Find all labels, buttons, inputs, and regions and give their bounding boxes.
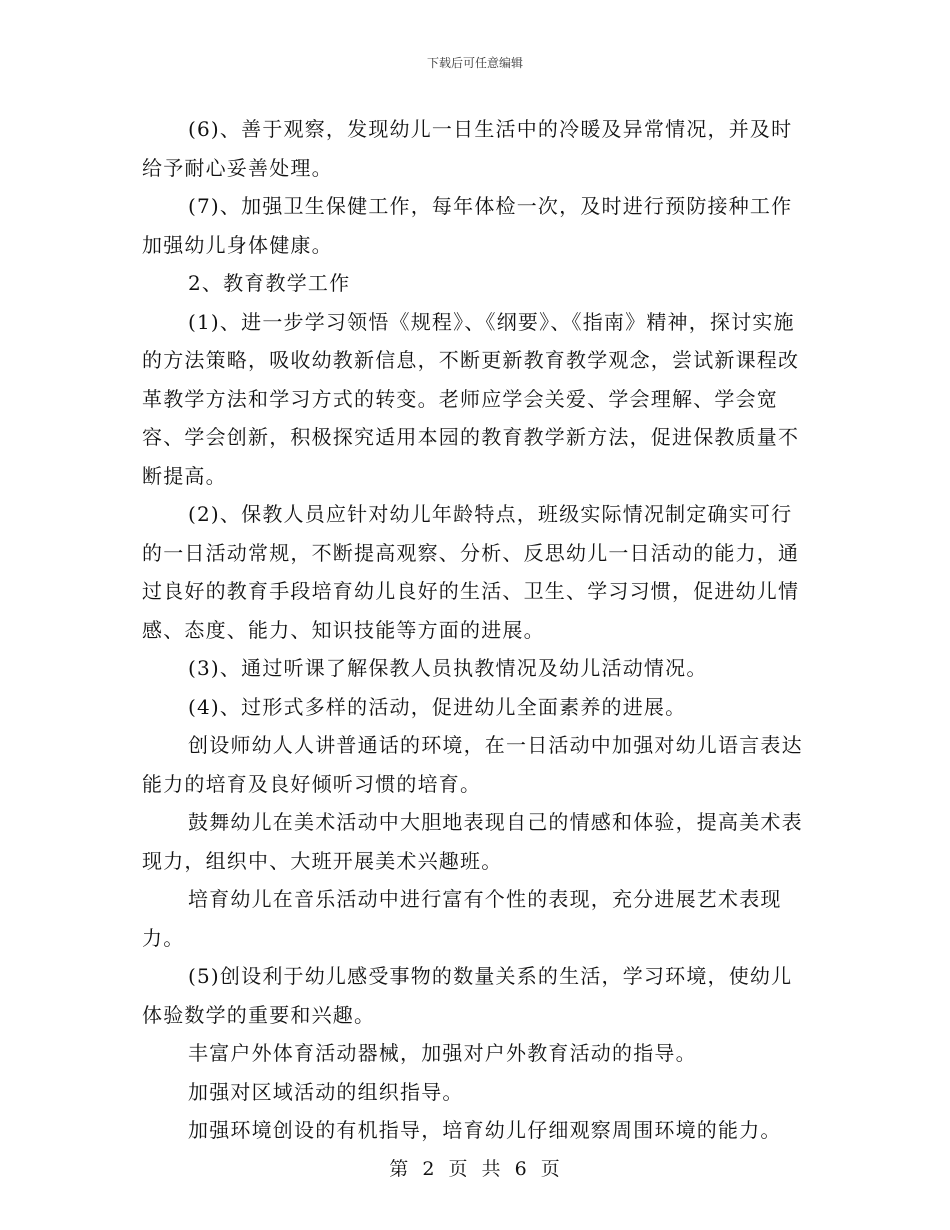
footer-di: 第: [389, 1158, 410, 1180]
document-body: [142, 110, 810, 1150]
paragraph: (1)、进一步学习领悟《规程》、《纲要》、《指南》精神，探讨实施的方法策略，吸收幼教新信息，不断更新教育教学观念，尝试新课程改革教学方法和学习方式的转变。老师应学会关爱、学会理解、学会宽容、学会创新，积极探究适用本园的教育教学新方法，促进保教质量不断提高。: [142, 309, 800, 488]
paragraph: (3)、通过听课了解保教人员执教情况及幼儿活动情况。: [188, 656, 708, 680]
footer-current-page: 2: [422, 1158, 436, 1180]
footer-gong: 共: [481, 1158, 502, 1180]
section-heading: 2、教育教学工作: [188, 271, 351, 295]
paragraph: 培育幼儿在音乐活动中进行富有个性的表现，充分进展艺术表现力。: [142, 887, 782, 950]
paragraph: (6)、善于观察，发现幼儿一日生活中的冷暖及异常情况，并及时给予耐心妥善处理。: [142, 117, 793, 180]
paragraph: (5)创设利于幼儿感受事物的数量关系的生活，学习环境，使幼儿体验数学的重要和兴趣。: [142, 964, 793, 1027]
paragraph: 鼓舞幼儿在美术活动中大胆地表现自己的情感和体验，提高美术表现力，组织中、大班开展美术兴趣班。: [142, 810, 803, 873]
footer-ye: 页: [448, 1158, 469, 1180]
paragraph: 加强对区域活动的组织指导。: [188, 1079, 464, 1104]
footer-total-pages: 6: [514, 1158, 528, 1180]
header-note: 下载后可任意编辑: [426, 56, 523, 70]
paragraph: (4)、过形式多样的活动，促进幼儿全面素养的进展。: [188, 694, 687, 719]
paragraph: (2)、保教人员应针对幼儿年龄特点，班级实际情况制定确实可行的一日活动常规，不断提高观察、分析、反思幼儿一日活动的能力，通过良好的教育手段培育幼儿良好的生活、卫生、学习习惯，促进幼儿情感、态度、能力、知识技能等方面的进展。: [142, 502, 800, 642]
paragraph: (7)、加强卫生保健工作，每年体检一次，及时进行预防接种工作加强幼儿身体健康。: [142, 194, 793, 257]
paragraph: 加强环境创设的有机指导，培育幼儿仔细观察周围环境的能力。: [188, 1118, 782, 1142]
paragraph: 丰富户外体育活动器械，加强对户外教育活动的指导。: [188, 1041, 697, 1065]
page-footer: [0, 1154, 950, 1181]
paragraph: 创设师幼人人讲普通话的环境，在一日活动中加强对幼儿语言表达能力的培育及良好倾听习惯的培育。: [142, 733, 803, 796]
footer-ye2: 页: [540, 1158, 561, 1180]
